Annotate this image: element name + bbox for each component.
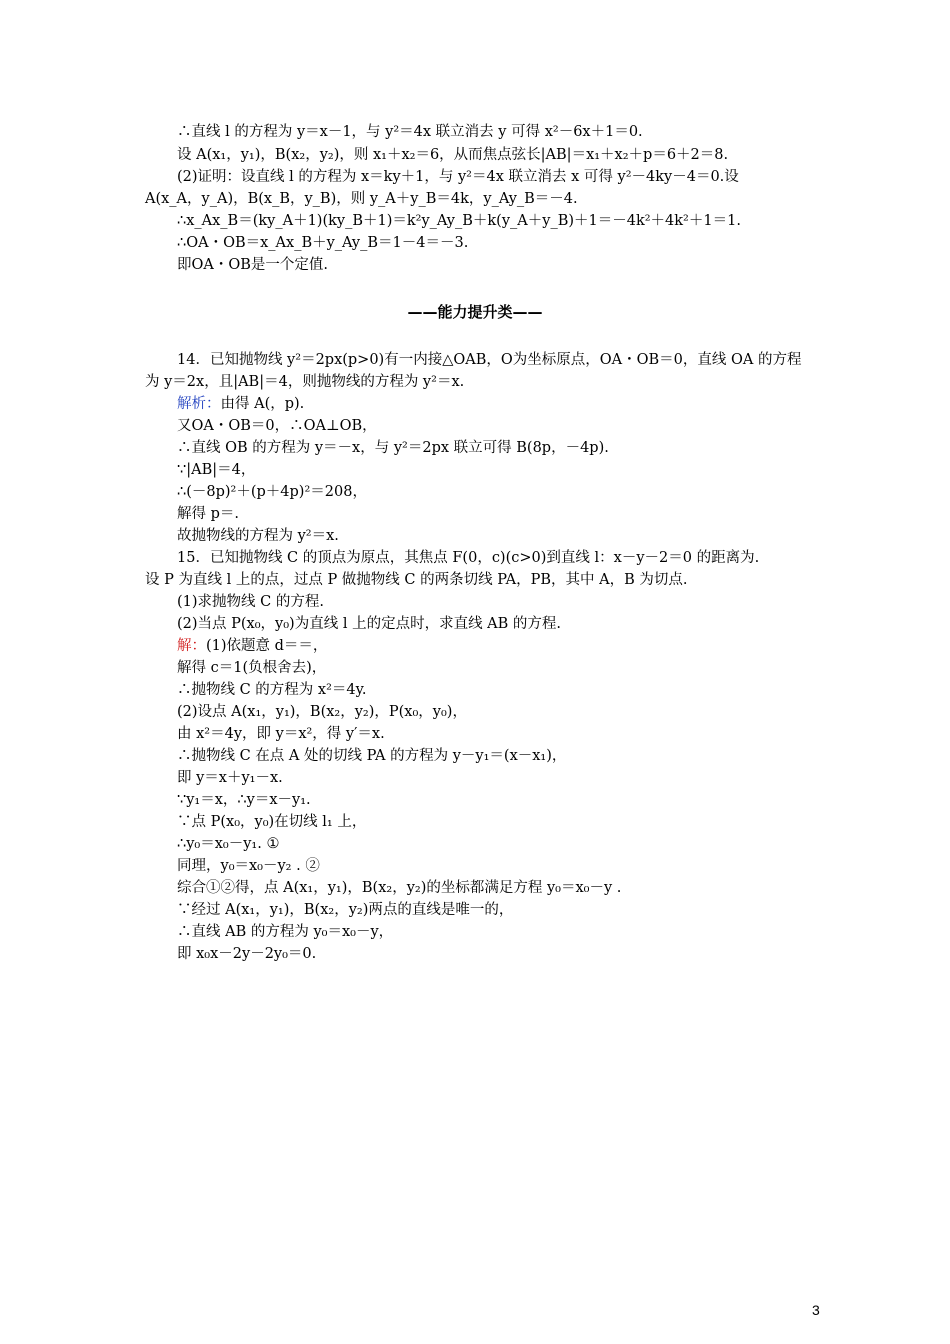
text-line: ∵点 P(x₀，y₀)在切线 l₁ 上，	[177, 814, 367, 830]
text-line: 综合①②得，点 A(x₁，y₁)，B(x₂，y₂)的坐标都满足方程 y₀＝x₀－y .	[177, 880, 622, 896]
text-line: (2)设点 A(x₁，y₁)，B(x₂，y₂)，P(x₀，y₀)，	[177, 704, 467, 720]
text-line: 即 y＝x＋y₁－x.	[177, 770, 283, 786]
text-line: ∵经过 A(x₁，y₁)，B(x₂，y₂)两点的直线是唯一的，	[177, 902, 514, 918]
text-line: ∴直线 AB 的方程为 y₀＝x₀－y，	[177, 924, 394, 940]
text-line: 同理，y₀＝x₀－y₂ . ②	[177, 858, 320, 874]
text-line: 即 x₀x－2y－2y₀＝0.	[177, 946, 317, 962]
solution-line	[177, 636, 327, 657]
question-14-line: 14．已知抛物线 y²＝2px(p>0)有一内接△OAB，O为坐标原点，OA・OB＝0，直线 OA 的方程	[177, 352, 802, 368]
text-line: A(x_A，y_A)，B(x_B，y_B)，则 y_A＋y_B＝4k，y_Ay_B＝－4.	[145, 191, 578, 207]
section-heading: ——能力提升类——	[407, 303, 543, 321]
text-line: 又OA・OB＝0，∴OA⊥OB，	[177, 418, 377, 434]
text-line: ∴抛物线 C 的方程为 x²＝4y.	[177, 682, 367, 698]
text-line: ∴(－8p)²＋(p＋4p)²＝208，	[177, 484, 367, 500]
text-line: 设 A(x₁，y₁)，B(x₂，y₂)，则 x₁＋x₂＝6，从而焦点弦长|AB|＝x₁＋x₂＋p＝6＋2＝8.	[177, 147, 729, 163]
text-line: ∵y₁＝x，∴y＝x－y₁.	[177, 792, 311, 808]
text-line: ∴直线 l 的方程为 y＝x－1，与 y²＝4x 联立消去 y 可得 x²－6x＋1＝0.	[177, 124, 643, 140]
text-line: ∵|AB|＝4，	[177, 462, 256, 478]
analysis-line	[177, 394, 304, 415]
text-line: ∴直线 OB 的方程为 y＝－x，与 y²＝2px 联立可得 B(8p，－4p).	[177, 440, 609, 456]
text-line: 由 x²＝4y，即 y＝x²，得 y′＝x.	[177, 726, 385, 742]
text-line: 解得 p＝.	[177, 506, 239, 522]
text-line: ∴x_Ax_B＝(ky_A＋1)(ky_B＋1)＝k²y_Ay_B＋k(y_A＋y_B)＋1＝－4k²＋4k²＋1＝1.	[177, 213, 741, 229]
question-15-line: (2)当点 P(x₀，y₀)为直线 l 上的定点时，求直线 AB 的方程.	[177, 616, 562, 632]
text-line: 解得 c＝1(负根舍去)，	[177, 660, 327, 676]
question-15-line: 15．已知抛物线 C 的顶点为原点，其焦点 F(0，c)(c>0)到直线 l：x－y－2＝0 的距离为.	[177, 550, 760, 566]
question-15-line: 设 P 为直线 l 上的点，过点 P 做抛物线 C 的两条切线 PA，PB，其中 A，B 为切点.	[145, 572, 688, 588]
solution-label: 解：	[177, 638, 206, 654]
text-line: ∴OA・OB＝x_Ax_B＋y_Ay_B＝1－4＝－3.	[177, 235, 469, 251]
question-15-line: (1)求抛物线 C 的方程.	[177, 594, 324, 610]
text-line: ∴y₀＝x₀－y₁. ①	[177, 836, 280, 852]
question-14-line: 为 y＝2x，且|AB|＝4，则抛物线的方程为 y²＝x.	[145, 374, 465, 390]
analysis-text: 由得 A(，p).	[220, 396, 305, 412]
text-line: ∴抛物线 C 在点 A 处的切线 PA 的方程为 y－y₁＝(x－x₁)，	[177, 748, 567, 764]
text-line: (2)证明：设直线 l 的方程为 x＝ky＋1，与 y²＝4x 联立消去 x 可得 y²－4ky－4＝0.设	[177, 169, 739, 185]
page-number: 3	[812, 1302, 820, 1318]
solution-text: (1)依题意 d＝＝，	[206, 638, 328, 654]
analysis-label: 解析：	[177, 396, 221, 412]
text-line: 即OA・OB是一个定值.	[177, 257, 329, 273]
text-line: 故抛物线的方程为 y²＝x.	[177, 528, 339, 544]
